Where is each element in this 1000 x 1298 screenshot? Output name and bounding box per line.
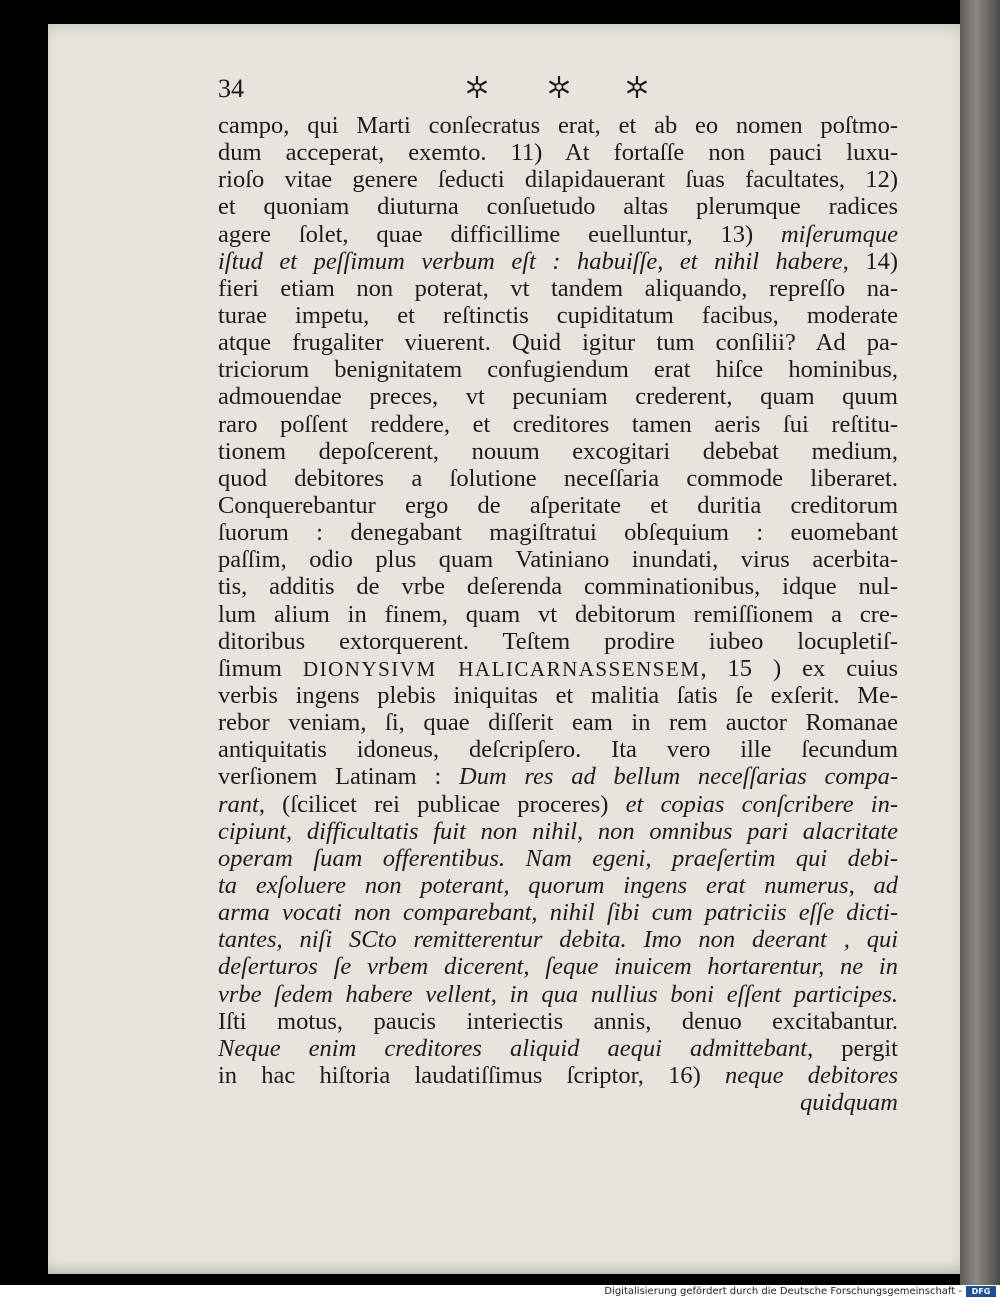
text-line: deſerturos ſe vrbem dicerent, ſeque inuicem hortarentur, ne in — [218, 953, 898, 981]
text-line: turae impetu, et reſtinctis cupiditatum facibus, moderate — [218, 301, 898, 329]
text-line: operam ſuam offerentibus. Nam egeni, praeſertim qui debi- — [218, 844, 898, 872]
catchword-line — [218, 1089, 898, 1116]
star-icon — [464, 74, 490, 100]
text-line — [218, 248, 898, 275]
italic-span: et copias conſcribere in- — [625, 790, 899, 818]
italic-span: iſtud et peſſimum verbum eſt : habuiſſe, et nihil habere — [218, 247, 843, 275]
text-line: ta exſoluere non poterant, quorum ingens erat numerus, ad — [218, 871, 898, 899]
text-line: paſſim, odio plus quam Vatiniano inundati, virus acerbita- — [218, 546, 898, 574]
text-line: quod debitores a ſolutione neceſſaria commode liberaret. — [218, 464, 898, 492]
page-number: 34 — [218, 74, 244, 103]
text-line: admouendae preces, vt pecuniam crederent, quam quum — [218, 383, 898, 411]
text-line — [218, 791, 898, 818]
text-line: et quoniam diuturna conſuetudo altas plerumque radices — [218, 193, 898, 221]
footer-credit: Digitalisierung gefördert durch die Deutsche Forschungsgemeinschaft - — [604, 1286, 962, 1297]
text-line: raro poſſent reddere, et creditores tamen aeris ſui reſtitu- — [218, 410, 898, 438]
italic-span: rant — [218, 790, 259, 818]
body-text — [218, 112, 898, 1116]
text-line: cipiunt, difficultatis fuit non nihil, non omnibus pari alacritate — [218, 817, 898, 845]
text-line: verbis ingens plebis iniquitas et malitia ſatis ſe exſerit. Me- — [218, 681, 898, 709]
text-line: fieri etiam non poterat, vt tandem aliquando, repreſſo na- — [218, 274, 898, 302]
dfg-logo: DFG — [966, 1286, 996, 1297]
italic-span: Neque enim creditores aliquid aequi admittebant — [218, 1034, 808, 1062]
footer-bar — [0, 1285, 1000, 1298]
text-line: rioſo vitae genere ſeducti dilapidauerant ſuas facultates, 12) — [218, 166, 898, 194]
catchword: quidquam — [800, 1089, 898, 1117]
text-line: tis, additis de vrbe deſerenda comminationibus, idque nul- — [218, 573, 898, 601]
italic-span: Dum res ad bellum neceſſarias compa- — [459, 763, 898, 791]
text-line: campo, qui Marti conſecratus erat, et ab eo nomen poſtmo- — [218, 112, 898, 139]
text-line: tantes, niſi SCto remitterentur debita. Imo non deerant , qui — [218, 926, 898, 954]
text-line: Conquerebantur ergo de aſperitate et duritia creditorum — [218, 491, 898, 519]
text-line: atque frugaliter viuerent. Quid igitur tum conſilii? Ad pa- — [218, 329, 898, 357]
text-line: lum alium in finem, quam vt debitorum remiſſionem a cre- — [218, 600, 898, 628]
text-line — [218, 1062, 898, 1089]
italic-span: miſerumque — [780, 220, 898, 248]
text-span: verſionem Latinam : — [218, 763, 460, 791]
text-line — [218, 763, 898, 790]
text-span: , 15 ) ex cuius — [700, 654, 898, 682]
text-line: rebor veniam, ſi, quae diſſerit eam in rem auctor Romanae — [218, 709, 898, 737]
text-span: in hac hiſtoria laudatiſſimus ſcriptor, 16) — [218, 1061, 725, 1089]
text-line: ſuorum : denegabant magiſtratui obſequium : euomebant — [218, 519, 898, 547]
text-line: ditoribus extorquerent. Teſtem prodire iubeo locupletiſ- — [218, 627, 898, 655]
italic-span: neque debitores — [725, 1061, 898, 1089]
text-line: Iſti motus, paucis interiectis annis, denuo excitabantur. — [218, 1007, 898, 1035]
text-span: ſimum — [218, 654, 303, 682]
author-name: DIONYSIVM HALICARNASSENSEM — [302, 656, 701, 681]
star-icon — [624, 74, 650, 100]
text-line — [218, 221, 898, 248]
book-spine-edge — [960, 0, 1000, 1285]
text-line: arma vocati non comparebant, nihil ſibi cum patriciis eſſe dicti- — [218, 899, 898, 927]
page-header — [218, 74, 898, 108]
text-line — [218, 655, 898, 682]
text-span: , (ſcilicet rei publicae proceres) — [258, 790, 626, 818]
text-span: , 14) — [842, 247, 898, 275]
text-line: vrbe ſedem habere vellent, in qua nullius boni eſſent participes. — [218, 980, 898, 1008]
text-line: triciorum benignitatem confugiendum erat hiſce hominibus, — [218, 356, 898, 384]
text-line: tionem depoſcerent, nouum excogitari debebat medium, — [218, 437, 898, 465]
text-line — [218, 1035, 898, 1062]
text-span: , pergit — [807, 1034, 898, 1062]
star-icon — [546, 74, 572, 100]
text-span: agere ſolet, quae difficillime euelluntur, 13) — [218, 220, 781, 248]
text-line: antiquitatis idoneus, deſcripſero. Ita vero ille ſecundum — [218, 736, 898, 764]
text-line: dum acceperat, exemto. 11) At fortaſſe non pauci luxu- — [218, 139, 898, 167]
